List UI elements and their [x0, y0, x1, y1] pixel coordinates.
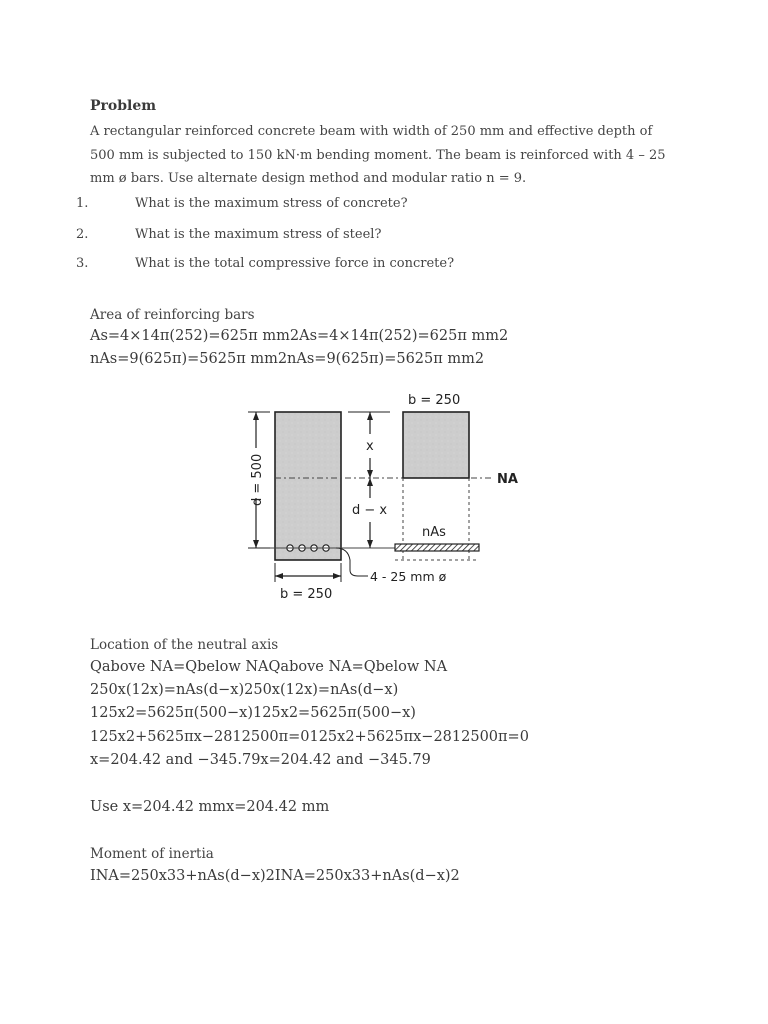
beam-rectangle: [275, 412, 341, 560]
problem-title: Problem: [90, 98, 157, 114]
transformed-steel-area: [395, 544, 479, 551]
section-heading-moment-of-inertia: Moment of inertia: [90, 846, 214, 862]
label-na: NA: [497, 472, 518, 487]
question-text: What is the maximum stress of steel?: [135, 227, 382, 242]
question-item: [0, 256, 768, 276]
equation-area-2: nAs=9(625π)=5625π mm2nAs=9(625π)=5625π mm2: [90, 351, 485, 367]
label-d-minus-x: d − x: [352, 503, 388, 518]
equation-na-1: Qabove NA=Qbelow NAQabove NA=Qbelow NA: [90, 659, 448, 675]
problem-statement: [90, 120, 680, 191]
use-x-line: Use x=204.42 mmx=204.42 mm: [90, 799, 330, 815]
problem-line: 500 mm is subjected to 150 kN·m bending moment. The beam is reinforced with 4 – 25: [90, 147, 666, 163]
question-item: [0, 196, 768, 216]
question-number: 3.: [76, 256, 89, 271]
label-b-bottom: b = 250: [280, 587, 333, 602]
equation-na-3: 125x2=5625π(500−x)125x2=5625π(500−x): [90, 705, 416, 721]
equation-area-1: As=4×14π(252)=625π mm2As=4×14π(252)=625π mm2: [90, 328, 509, 344]
label-d: d = 500: [250, 453, 265, 506]
problem-line: mm ø bars. Use alternate design method and modular ratio n = 9.: [90, 171, 527, 186]
section-heading-area: Area of reinforcing bars: [90, 307, 255, 323]
question-text: What is the maximum stress of concrete?: [135, 196, 408, 211]
equation-na-2: 250x(12x)=nAs(d−x)250x(12x)=nAs(d−x): [90, 682, 399, 698]
section-heading-neutral-axis: Location of the neutral axis: [90, 637, 279, 653]
equation-moi-1: INA=250x33+nAs(d−x)2INA=250x33+nAs(d−x)2: [90, 868, 460, 884]
equation-na-4: 125x2+5625πx−2812500π=0125x2+5625πx−2812500π=0: [90, 729, 529, 745]
beam-section-figure: [240, 388, 540, 606]
label-bars: 4 - 25 mm ø: [370, 569, 447, 584]
question-number: 1.: [76, 196, 89, 211]
compression-block: [403, 412, 469, 478]
question-text: What is the total compressive force in concrete?: [135, 256, 455, 271]
question-number: 2.: [76, 227, 89, 242]
label-x: x: [366, 439, 374, 454]
question-item: [0, 227, 768, 247]
label-nas: nAs: [422, 525, 446, 540]
problem-line: A rectangular reinforced concrete beam with width of 250 mm and effective depth of: [90, 124, 653, 139]
label-b-top: b = 250: [408, 393, 461, 408]
equation-na-5: x=204.42 and −345.79x=204.42 and −345.79: [90, 752, 431, 768]
